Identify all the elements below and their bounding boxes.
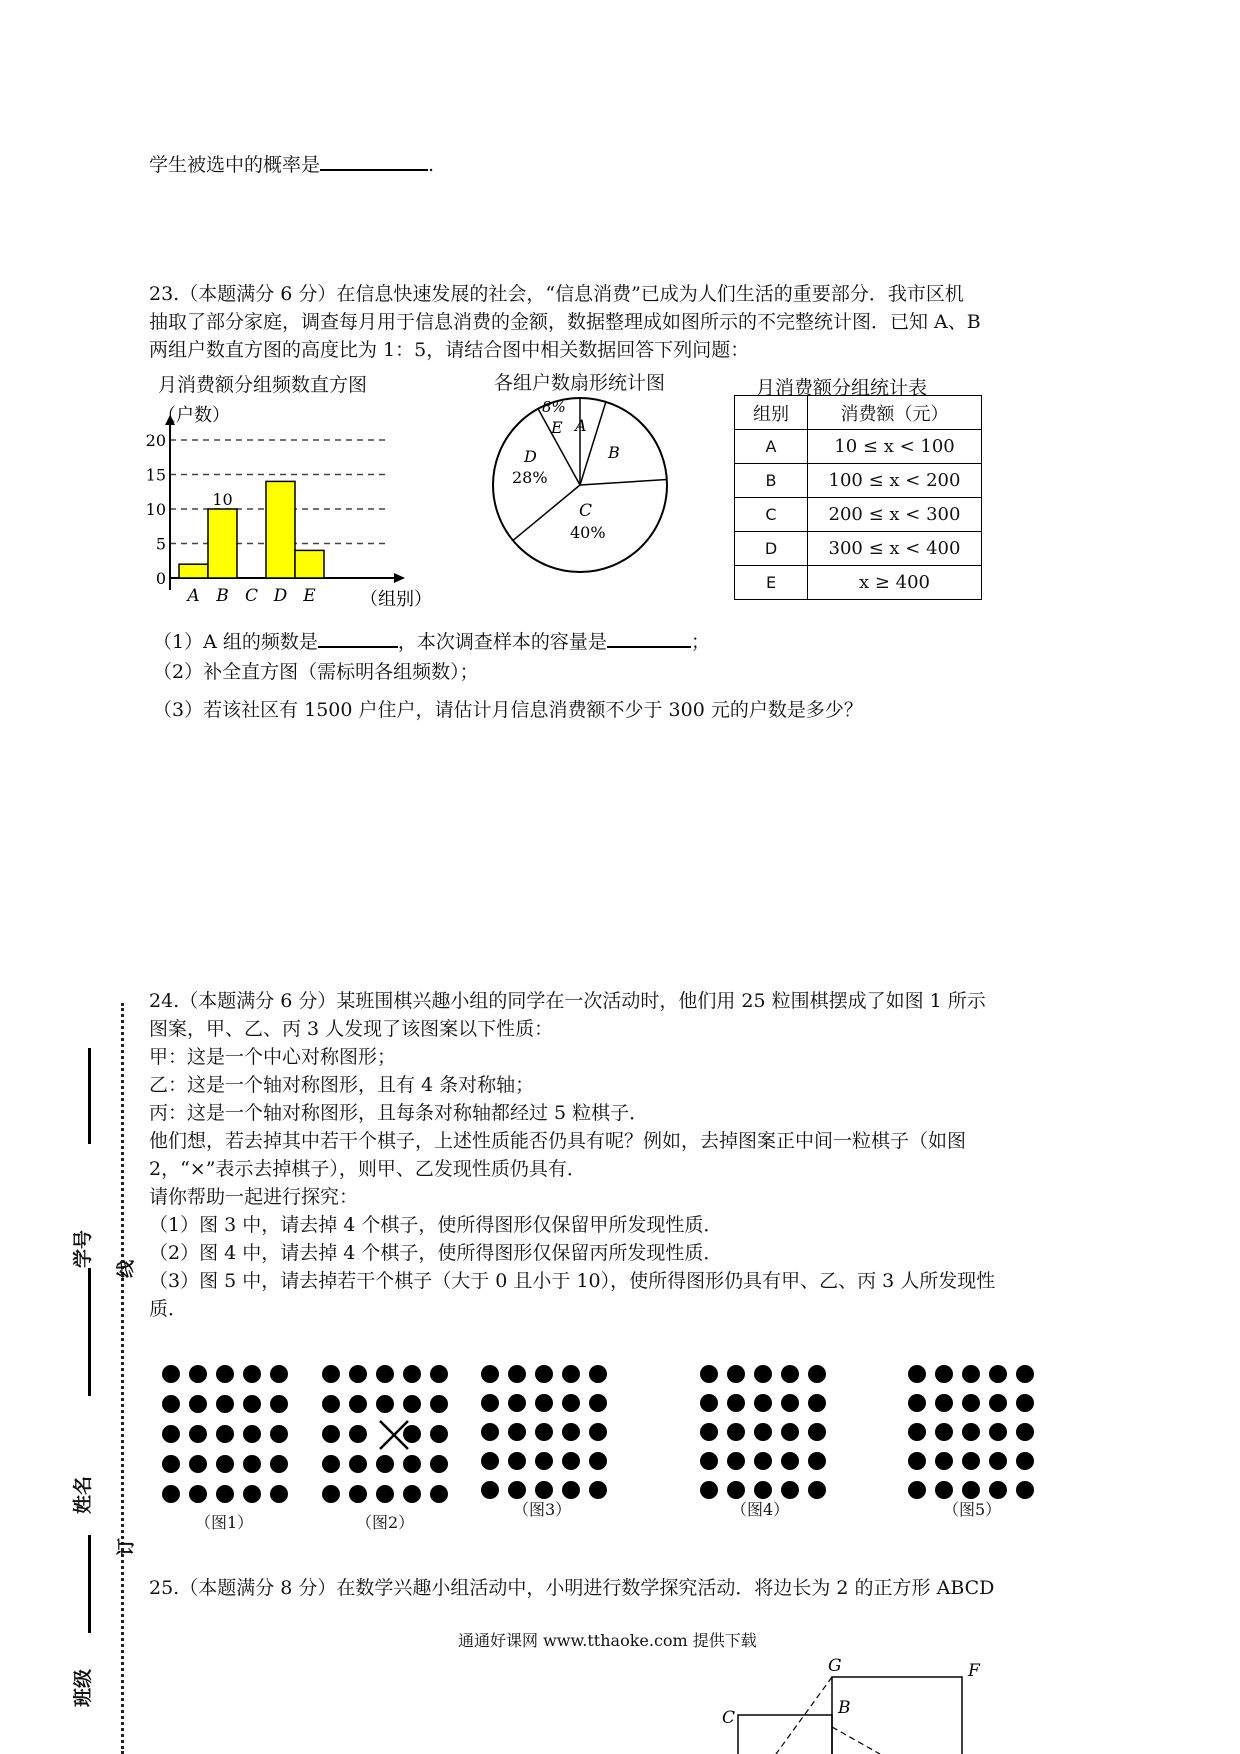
y-tick-label: 15 [145, 465, 166, 485]
go-stone[interactable] [216, 1425, 234, 1443]
x-axis-arrow [394, 573, 405, 583]
q24-line-6: 他们想，若去掉其中若干个棋子，上述性质能否仍具有呢？例如，去掉图案正中间一粒棋子（如图 [149, 1130, 967, 1152]
go-stone[interactable] [754, 1452, 772, 1470]
go-stone[interactable] [481, 1365, 499, 1383]
fig4-label: （图4） [731, 1500, 790, 1519]
x-tick-label: D [273, 586, 288, 606]
go-stone[interactable] [962, 1423, 980, 1441]
go-stone[interactable] [908, 1452, 926, 1470]
go-stone[interactable] [322, 1455, 340, 1473]
go-stone[interactable] [935, 1452, 953, 1470]
q24-line-1: 24.（本题满分 6 分）某班围棋兴趣小组的同学在一次活动时，他们用 25 粒围棋摆成了如图 1 所示 [149, 990, 986, 1012]
go-stone[interactable] [808, 1452, 826, 1470]
point-f-label: F [968, 1661, 980, 1681]
go-stone[interactable] [589, 1365, 607, 1383]
q24-line-9: （1）图 3 中，请去掉 4 个棋子，使所得图形仅保留甲所发现性质． [149, 1214, 723, 1236]
stat-table [734, 395, 982, 600]
go-stone[interactable] [589, 1481, 607, 1499]
go-stone[interactable] [189, 1485, 207, 1503]
go-stone[interactable] [189, 1455, 207, 1473]
go-stone[interactable] [962, 1365, 980, 1383]
go-stone[interactable] [481, 1394, 499, 1412]
q23-sub-2: （2）补全直方图（需标明各组频数）； [153, 661, 479, 683]
go-stone[interactable] [216, 1485, 234, 1503]
footer-source: 通通好课网 www.tthaoke.com 提供下载 [458, 1631, 757, 1650]
fig1-label: （图1） [195, 1513, 254, 1532]
go-stone[interactable] [562, 1394, 580, 1412]
go-stone[interactable] [162, 1455, 180, 1473]
q24-line-12: 质． [149, 1298, 188, 1320]
go-stone[interactable] [727, 1394, 745, 1412]
go-stone[interactable] [162, 1395, 180, 1413]
go-stone[interactable] [589, 1423, 607, 1441]
go-stone[interactable] [243, 1425, 261, 1443]
go-stone[interactable] [243, 1365, 261, 1383]
go-stone[interactable] [243, 1455, 261, 1473]
go-stone[interactable] [1016, 1481, 1034, 1499]
margin-student-id: 学号 [72, 1229, 94, 1268]
go-stone[interactable] [403, 1365, 421, 1383]
go-stone[interactable] [808, 1394, 826, 1412]
go-stone[interactable] [908, 1394, 926, 1412]
go-stone[interactable] [700, 1481, 718, 1499]
go-stone[interactable] [430, 1365, 448, 1383]
go-stone[interactable] [508, 1423, 526, 1441]
margin-rule-3 [88, 1535, 91, 1633]
table-row: A 10 ≤ x < 100 [735, 430, 982, 464]
pie-label-d: D [524, 447, 537, 466]
go-stone[interactable] [270, 1395, 288, 1413]
go-stone[interactable] [349, 1395, 367, 1413]
go-stone[interactable] [908, 1423, 926, 1441]
go-stone[interactable] [562, 1423, 580, 1441]
go-stone[interactable] [349, 1455, 367, 1473]
go-stone[interactable] [781, 1365, 799, 1383]
pie-label-d-pct: 28% [512, 468, 548, 487]
go-stone[interactable] [376, 1395, 394, 1413]
q24-line-5: 丙：这是一个轴对称图形，且每条对称轴都经过 5 粒棋子． [149, 1102, 649, 1124]
q23-line-3: 两组户数直方图的高度比为 1：5，请结合图中相关数据回答下列问题： [149, 339, 750, 361]
bar-e [295, 550, 324, 578]
margin-rule-1 [88, 1048, 91, 1144]
point-c-label: C [722, 1708, 736, 1728]
go-stone[interactable] [270, 1455, 288, 1473]
go-stone[interactable] [754, 1423, 772, 1441]
go-stone[interactable] [430, 1455, 448, 1473]
go-stone[interactable] [781, 1452, 799, 1470]
go-stone[interactable] [430, 1425, 448, 1443]
go-stone[interactable] [481, 1423, 499, 1441]
y-tick-label: 10 [145, 500, 166, 519]
go-stone[interactable] [962, 1394, 980, 1412]
go-stone[interactable] [700, 1423, 718, 1441]
square-bgfe [832, 1677, 962, 1754]
fig3-label: （图3） [513, 1500, 572, 1519]
go-stone[interactable] [162, 1425, 180, 1443]
q23-line-2: 抽取了部分家庭，调查每月用于信息消费的金额，数据整理成如图所示的不完整统计图．已知 A、B [149, 311, 981, 333]
go-stone[interactable] [481, 1452, 499, 1470]
pie-label-a: A [575, 416, 587, 435]
bar-data-label: 10 [212, 490, 233, 509]
x-tick-label: C [244, 586, 259, 606]
go-stone[interactable] [700, 1365, 718, 1383]
go-stone[interactable] [808, 1423, 826, 1441]
margin-class: 班级 [72, 1668, 94, 1707]
q23-sub-3: （3）若该社区有 1500 户住户，请估计月信息消费额不少于 300 元的户数是多少？ [153, 699, 863, 721]
go-stone[interactable] [322, 1425, 340, 1443]
point-g-label: G [828, 1656, 842, 1676]
go-stone[interactable] [535, 1365, 553, 1383]
go-stone[interactable] [700, 1452, 718, 1470]
x-tick-label: E [303, 586, 316, 606]
q22-answer-blank[interactable] [320, 149, 428, 171]
go-stone[interactable] [403, 1455, 421, 1473]
x-tick-label: B [216, 586, 229, 606]
go-stone[interactable] [162, 1485, 180, 1503]
go-stone[interactable] [589, 1452, 607, 1470]
y-tick-label: 20 [145, 431, 166, 450]
go-stone[interactable] [589, 1394, 607, 1412]
pie-label-c: C [579, 501, 593, 521]
square-abcd [738, 1715, 832, 1754]
go-stone[interactable] [376, 1455, 394, 1473]
sample-size-blank[interactable] [607, 626, 691, 648]
go-stone[interactable] [216, 1395, 234, 1413]
q23-line-1: 23.（本题满分 6 分）在信息快速发展的社会，“信息消费”已成为人们生活的重要部分．我市区机 [149, 283, 964, 305]
table-row: D 300 ≤ x < 400 [735, 532, 982, 566]
go-stone[interactable] [322, 1485, 340, 1503]
go-stone[interactable] [270, 1365, 288, 1383]
go-stone[interactable] [508, 1452, 526, 1470]
fig5-label: （图5） [943, 1500, 1002, 1519]
go-stone[interactable] [727, 1423, 745, 1441]
go-stone[interactable] [989, 1423, 1007, 1441]
q25-line-1: 25.（本题满分 8 分）在数学兴趣小组活动中，小明进行数学探究活动．将边长为 2 的正方形 ABCD [149, 1577, 995, 1599]
go-stone[interactable] [535, 1452, 553, 1470]
pie-label-e: E [551, 418, 563, 437]
go-stone[interactable] [535, 1394, 553, 1412]
q24-line-4: 乙：这是一个轴对称图形，且有 4 条对称轴； [149, 1074, 535, 1096]
histogram-title: 月消费额分组频数直方图 [158, 374, 368, 396]
go-stone[interactable] [1016, 1452, 1034, 1470]
table-title: 月消费额分组统计表 [756, 377, 928, 399]
go-stone[interactable] [754, 1394, 772, 1412]
go-stone[interactable] [989, 1452, 1007, 1470]
go-stone[interactable] [243, 1485, 261, 1503]
go-stone[interactable] [808, 1481, 826, 1499]
x-tick-label: A [187, 586, 200, 606]
pie-title: 各组户数扇形统计图 [494, 372, 666, 394]
bar-b [208, 509, 237, 578]
table-row: E x ≥ 400 [735, 566, 982, 600]
go-stone[interactable] [376, 1365, 394, 1383]
go-stone[interactable] [908, 1365, 926, 1383]
table-row: C 200 ≤ x < 300 [735, 498, 982, 532]
go-stone[interactable] [781, 1394, 799, 1412]
go-stone[interactable] [481, 1481, 499, 1499]
go-stone[interactable] [322, 1365, 340, 1383]
go-stone[interactable] [376, 1485, 394, 1503]
go-stone[interactable] [508, 1365, 526, 1383]
pie-chart [480, 390, 690, 590]
go-stone[interactable] [535, 1423, 553, 1441]
q25-geometry-figure [720, 1652, 990, 1754]
go-stone[interactable] [430, 1395, 448, 1413]
go-stone[interactable] [935, 1423, 953, 1441]
pie-label-c-pct: 40% [570, 523, 606, 542]
go-stone[interactable] [403, 1485, 421, 1503]
q24-line-10: （2）图 4 中，请去掉 4 个棋子，使所得图形仅保留丙所发现性质． [149, 1242, 723, 1264]
q24-line-3: 甲：这是一个中心对称图形； [149, 1046, 397, 1068]
go-stone[interactable] [808, 1365, 826, 1383]
go-stone[interactable] [162, 1365, 180, 1383]
go-stone[interactable] [430, 1485, 448, 1503]
go-stone[interactable] [1016, 1423, 1034, 1441]
go-stone[interactable] [508, 1394, 526, 1412]
q24-line-2: 图案，甲、乙、丙 3 人发现了该图案以下性质： [149, 1018, 554, 1040]
q24-line-11: （3）图 5 中，请去掉若干个棋子（大于 0 且小于 10），使所得图形仍具有甲、乙、丙 3 人所发现性 [149, 1270, 996, 1292]
go-stone[interactable] [935, 1365, 953, 1383]
go-stone[interactable] [189, 1395, 207, 1413]
y-tick-label: 0 [155, 569, 166, 588]
histogram-chart [140, 395, 440, 615]
go-stone[interactable] [935, 1394, 953, 1412]
go-stone[interactable] [322, 1395, 340, 1413]
freq-a-blank[interactable] [318, 626, 398, 648]
table-row: B 100 ≤ x < 200 [735, 464, 982, 498]
go-stone[interactable] [216, 1455, 234, 1473]
pie-label-b: B [608, 443, 620, 462]
x-axis-label: （组别） [360, 589, 432, 610]
go-stone[interactable] [1016, 1365, 1034, 1383]
go-stone[interactable] [349, 1365, 367, 1383]
q22-tail: 学生被选中的概率是 . [149, 149, 434, 179]
table-header-row [735, 396, 982, 430]
go-stone[interactable] [727, 1452, 745, 1470]
go-stone[interactable] [781, 1423, 799, 1441]
margin-line-mark: 线 [116, 1260, 137, 1278]
go-stone[interactable] [989, 1365, 1007, 1383]
go-stone[interactable] [908, 1481, 926, 1499]
go-stone[interactable] [562, 1365, 580, 1383]
go-stone[interactable] [754, 1365, 772, 1383]
q24-line-8: 请你帮助一起进行探究： [149, 1186, 359, 1208]
margin-name: 姓名 [72, 1475, 94, 1514]
go-stone[interactable] [1016, 1394, 1034, 1412]
go-stone[interactable] [270, 1485, 288, 1503]
go-stone[interactable] [189, 1425, 207, 1443]
margin-rule-2 [88, 1268, 91, 1396]
y-axis-label: （户数） [158, 405, 230, 426]
q23-sub-1: （1）A 组的频数是 ，本次调查样本的容量是 ； [153, 626, 710, 656]
go-stone[interactable] [270, 1425, 288, 1443]
point-b-label: B [838, 1698, 851, 1718]
go-stone[interactable] [962, 1452, 980, 1470]
bar-a [179, 564, 208, 578]
y-tick-label: 5 [155, 534, 166, 554]
go-stone[interactable] [189, 1365, 207, 1383]
binding-dotted-line [121, 1003, 124, 1754]
table-header-amount: 消费额（元） [808, 396, 982, 430]
q24-line-7: 2，“×”表示去掉棋子），则甲、乙发现性质仍具有． [149, 1158, 586, 1180]
go-stone[interactable] [403, 1395, 421, 1413]
go-stone[interactable] [349, 1425, 367, 1443]
go-stone[interactable] [989, 1394, 1007, 1412]
go-stone[interactable] [216, 1365, 234, 1383]
bar-d [266, 481, 295, 578]
fig2-label: （图2） [356, 1513, 415, 1532]
table-header-group: 组别 [735, 396, 808, 430]
go-stone[interactable] [700, 1394, 718, 1412]
margin-bind-mark: 订 [116, 1538, 137, 1556]
go-stone[interactable] [349, 1485, 367, 1503]
q22-text: 学生被选中的概率是 [149, 154, 321, 176]
go-stone[interactable] [243, 1395, 261, 1413]
go-stone[interactable] [562, 1452, 580, 1470]
pie-label-e-pct: 8% [542, 398, 566, 416]
go-stone[interactable] [727, 1365, 745, 1383]
removed-stone-cross-icon [377, 1418, 411, 1452]
